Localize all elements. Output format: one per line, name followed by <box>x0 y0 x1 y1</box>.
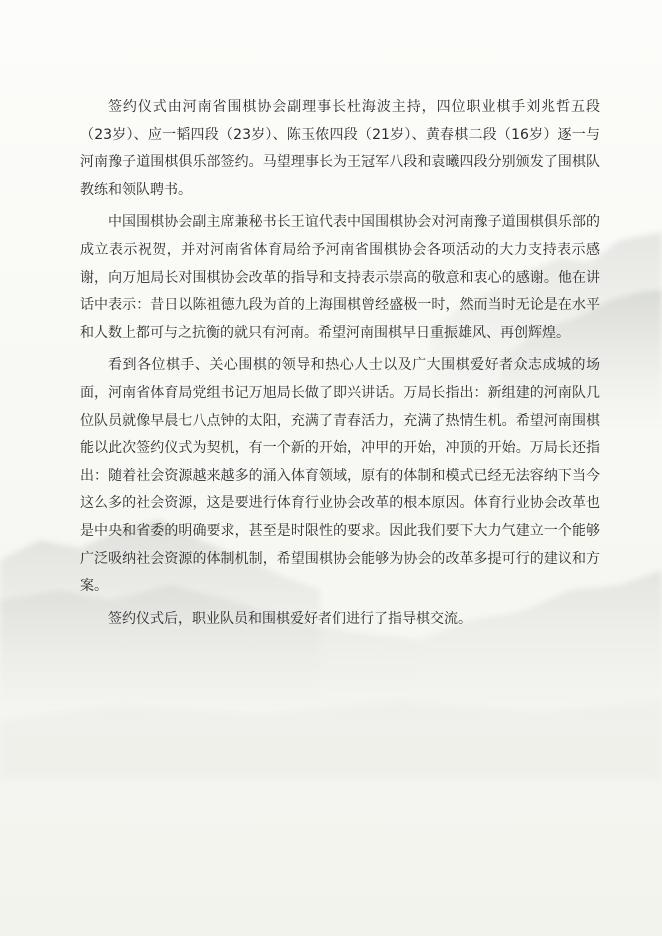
article-body <box>80 94 600 638</box>
paragraph-signing-ceremony: 签约仪式由河南省围棋协会副理事长杜海波主持，四位职业棋手刘兆哲五段（23岁）、应一韬四段（23岁）、陈玉侬四段（21岁）、黄春棋二段（16岁）逐一与河南豫子道围棋俱乐部签约。马望理事长为王冠军八段和袁曦四段分别颁发了围棋队教练和领队聘书。 <box>80 99 600 198</box>
paragraph-closing: 签约仪式后，职业队员和围棋爱好者们进行了指导棋交流。 <box>108 610 472 627</box>
paragraph-bureau-speech: 看到各位棋手、关心围棋的领导和热心人士以及广大围棋爱好者众志成城的场面，河南省体育局党组书记万旭局长做了即兴讲话。万局长指出：新组建的河南队几位队员就像早晨七八点钟的太阳，充满了青春活力，充满了热情生机。希望河南围棋能以此次签约仪式为契机，有一个新的开始，冲甲的开始，冲顶的开始。万局长还指出：随着社会资源越来越多的涌入体育领域，原有的体制和模式已经无法容纳下当今这么多的社会资源，这是要进行体育行业协会改革的根本原因。体育行业协会改革也是中央和省委的明确要求，甚至是时限性的要求。因此我们要下大力气建立一个能够广泛吸纳社会资源的体制机制，希望围棋协会能够为协会的改革多提可行的建议和方案。 <box>80 357 600 595</box>
paragraph-congratulations: 中国围棋协会副主席兼秘书长王谊代表中国围棋协会对河南豫子道围棋俱乐部的成立表示祝贺，并对河南省体育局给予河南省围棋协会各项活动的大力支持表示感谢，向万旭局长对围棋协会改革的指导和支持表示崇高的敬意和衷心的感谢。他在讲话中表示：昔日以陈祖德九段为首的上海围棋曾经盛极一时，然而当时无论是在水平和人数上都可与之抗衡的就只有河南。希望河南围棋早日重振雄风、再创辉煌。 <box>80 214 600 341</box>
